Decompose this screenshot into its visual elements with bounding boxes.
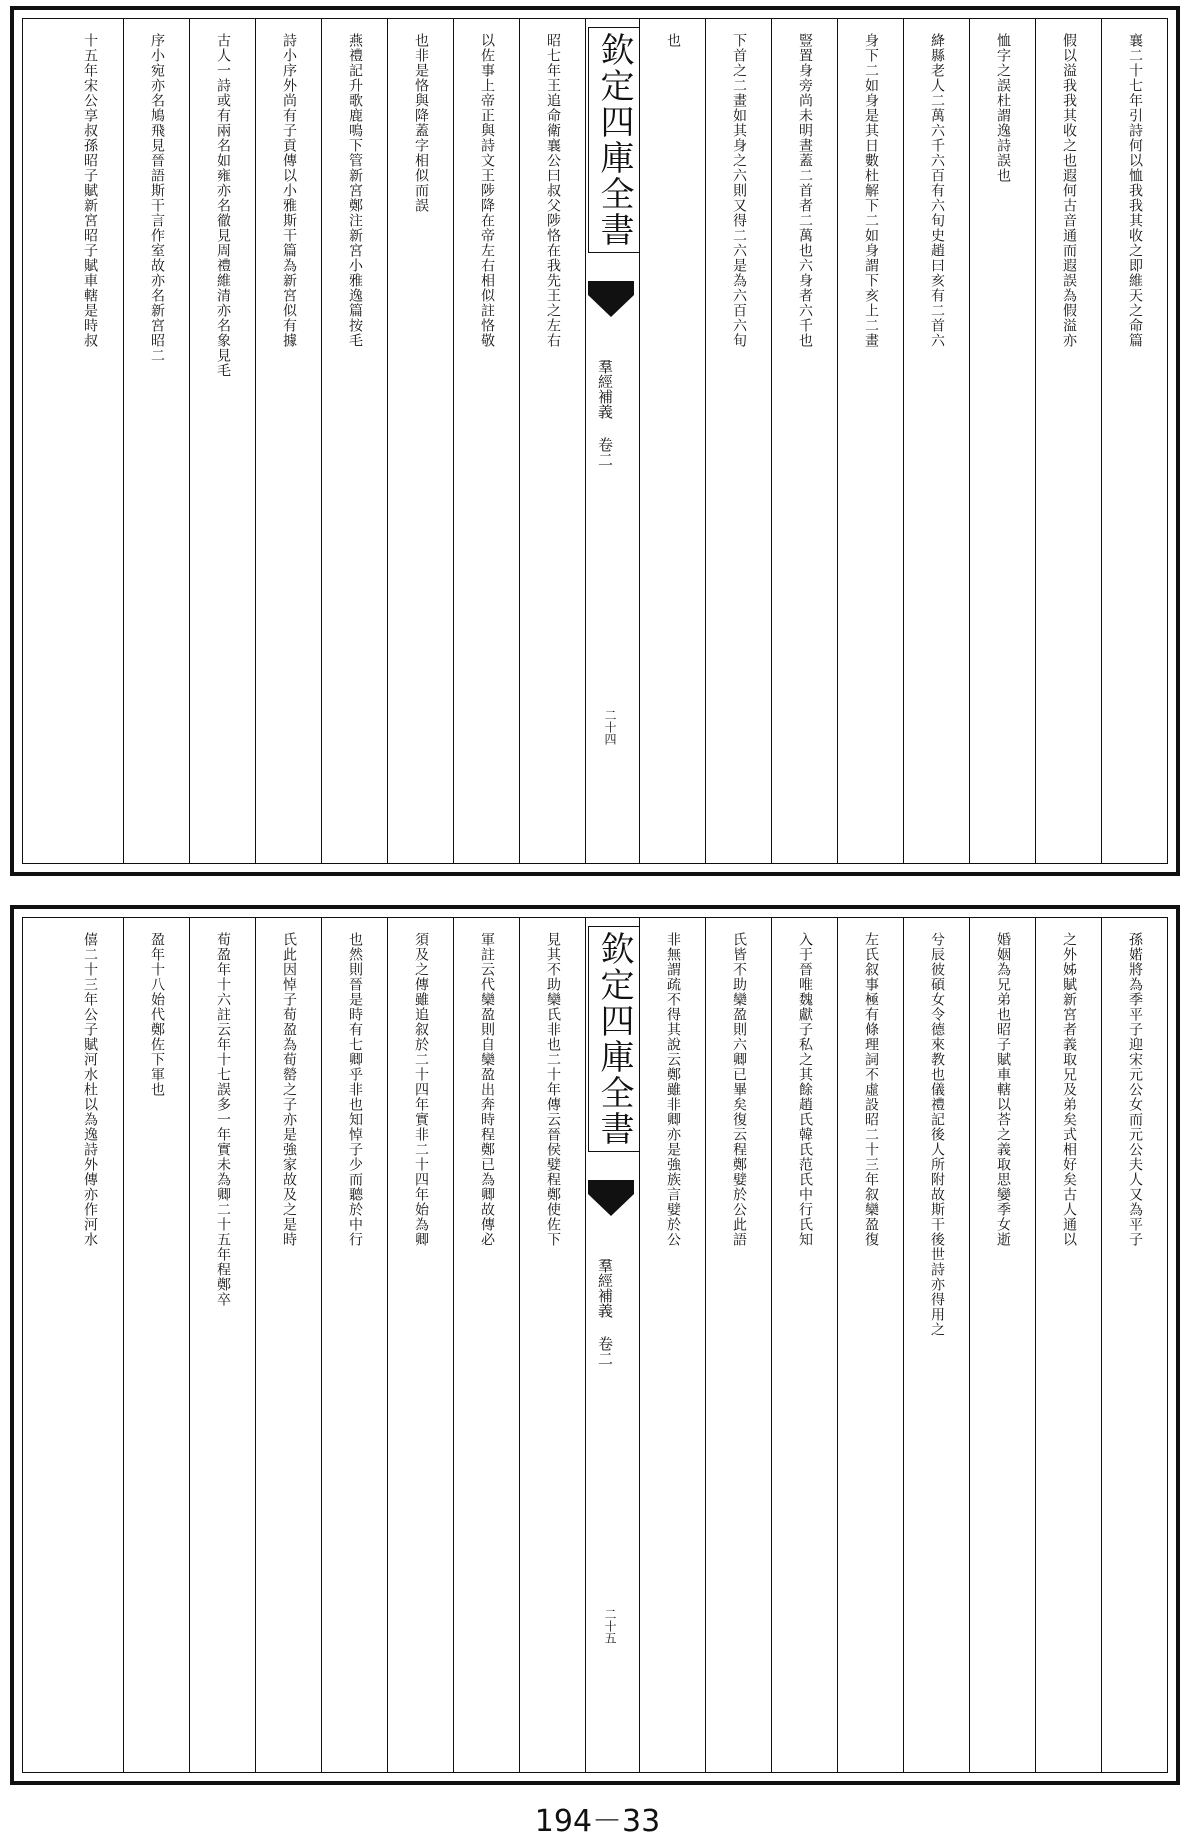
bottom-page <box>10 905 1180 1785</box>
page-number: 二十五 <box>603 1608 617 1644</box>
centerfold <box>585 918 639 1772</box>
book-title: 欽定四庫全書 <box>588 926 640 1152</box>
text-column <box>1035 918 1101 1772</box>
column-text: 詩小序外尚有子貢傳以小雅斯干篇為新宮似有據 <box>281 33 297 348</box>
column-text: 身下二如身是其日數杜解下二如身謂下亥上二畫 <box>863 33 879 348</box>
volume-label: 羣經補義 卷二 <box>596 1258 614 1366</box>
text-column <box>57 918 123 1772</box>
text-column <box>639 19 705 863</box>
fish-tail-mark-point <box>588 295 634 317</box>
volume-label: 羣經補義 卷二 <box>596 359 614 467</box>
text-column <box>903 918 969 1772</box>
text-column <box>1101 918 1167 1772</box>
column-text: 燕禮記升歌鹿鳴下管新宮鄭注新宮小雅逸篇按毛 <box>347 33 363 348</box>
column-text: 軍註云代欒盈則自欒盈出奔時程鄭已為卿故傳必 <box>479 932 495 1247</box>
bottom-page-text-block <box>22 917 1168 1773</box>
column-text: 非無謂疏不得其說云鄭雖非卿亦是強族言嬖於公 <box>665 932 681 1247</box>
text-column <box>321 19 387 863</box>
column-text: 絳縣老人二萬六千六百有六旬史趙曰亥有二首六 <box>929 33 945 348</box>
text-column <box>639 918 705 1772</box>
fish-tail-mark <box>588 281 634 295</box>
column-text: 古人一詩或有兩名如雍亦名徹見周禮維清亦名象見毛 <box>215 33 231 378</box>
column-text: 襄二十七年引詩何以恤我我其收之即維天之命篇 <box>1127 33 1143 348</box>
column-text: 十五年宋公享叔孫昭子賦新宮昭子賦車轄是時叔 <box>82 33 98 348</box>
column-text: 也然則晉是時有七卿乎非也知悼子少而聽於中行 <box>347 932 363 1247</box>
text-column <box>189 918 255 1772</box>
centerfold <box>585 19 639 863</box>
text-column <box>969 918 1035 1772</box>
column-text: 孫婼將為季平子迎宋元公女而元公夫人又為平子 <box>1127 932 1143 1247</box>
column-text: 也 <box>665 33 681 48</box>
text-column <box>519 918 585 1772</box>
column-text: 荀盈年十六註云年十七誤多一年實未為卿二十五年程鄭卒 <box>215 932 231 1307</box>
column-text: 下首之二畫如其身之六則又得二六是為六百六旬 <box>731 33 747 348</box>
page-number: 二十四 <box>603 709 617 745</box>
text-column <box>123 918 189 1772</box>
book-title: 欽定四庫全書 <box>588 27 640 253</box>
top-page <box>10 6 1180 876</box>
text-column <box>57 19 123 863</box>
column-text: 氏此因悼子荀盈為荀罃之子亦是強家故及之是時 <box>281 932 297 1247</box>
text-column <box>903 19 969 863</box>
text-column <box>123 19 189 863</box>
text-column <box>1035 19 1101 863</box>
column-text: 兮辰彼碩女令德來教也儀禮記後人所附故斯干後世詩亦得用之 <box>929 932 945 1337</box>
column-text: 盈年十八始代鄭佐下軍也 <box>149 932 165 1097</box>
column-text: 以佐事上帝正與詩文王陟降在帝左右相似註恪敬 <box>479 33 495 348</box>
text-column <box>1101 19 1167 863</box>
text-column <box>189 19 255 863</box>
text-column <box>255 19 321 863</box>
top-page-text-block <box>22 18 1168 864</box>
text-column <box>453 19 519 863</box>
column-text: 須及之傳雖追叙於二十四年實非二十四年始為卿 <box>413 932 429 1247</box>
column-text: 昭七年王追命衛襄公曰叔父陟恪在我先王之左右 <box>545 33 561 348</box>
text-column <box>255 918 321 1772</box>
text-column <box>387 19 453 863</box>
column-text: 豎置身旁尚未明晝蓋二首者二萬也六身者六千也 <box>797 33 813 348</box>
text-column <box>837 19 903 863</box>
text-column <box>837 918 903 1772</box>
fish-tail-mark <box>588 1180 634 1194</box>
column-text: 見其不助欒氏非也二十年傳云晉侯嬖程鄭使佐下 <box>545 932 561 1247</box>
text-column <box>771 918 837 1772</box>
text-column <box>453 918 519 1772</box>
column-text: 恤字之誤杜謂逸詩誤也 <box>995 33 1011 183</box>
column-text: 之外姊賦新宮者義取兄及弟矣式相好矣古人通以 <box>1061 932 1077 1247</box>
fish-tail-mark-point <box>588 1194 634 1216</box>
text-column <box>321 918 387 1772</box>
column-text: 婚姻為兄弟也昭子賦車轄以荅之義取思孌季女逝 <box>995 932 1011 1247</box>
column-text: 入于晉唯魏獻子私之其餘趙氏韓氏范氏中行氏知 <box>797 932 813 1247</box>
column-text: 僖二十三年公子賦河水杜以為逸詩外傳亦作河水 <box>82 932 98 1247</box>
text-column <box>969 19 1035 863</box>
text-column <box>387 918 453 1772</box>
column-text: 也非是恪與降蓋字相似而誤 <box>413 33 429 213</box>
column-text: 序小宛亦名鳩飛見晉語斯干言作室故亦名新宮昭二 <box>149 33 165 363</box>
text-column <box>771 19 837 863</box>
scan-page-number: 194－33 <box>534 1804 661 1839</box>
column-text: 左氏叙事極有條理詞不虛設昭二十三年叙欒盈復 <box>863 932 879 1247</box>
text-column <box>705 19 771 863</box>
text-column <box>705 918 771 1772</box>
column-text: 氏皆不助欒盈則六卿已畢矣復云程鄭嬖於公此語 <box>731 932 747 1247</box>
column-text: 假以溢我我其收之也遐何古音通而遐誤為假溢亦 <box>1061 33 1077 348</box>
text-column <box>519 19 585 863</box>
